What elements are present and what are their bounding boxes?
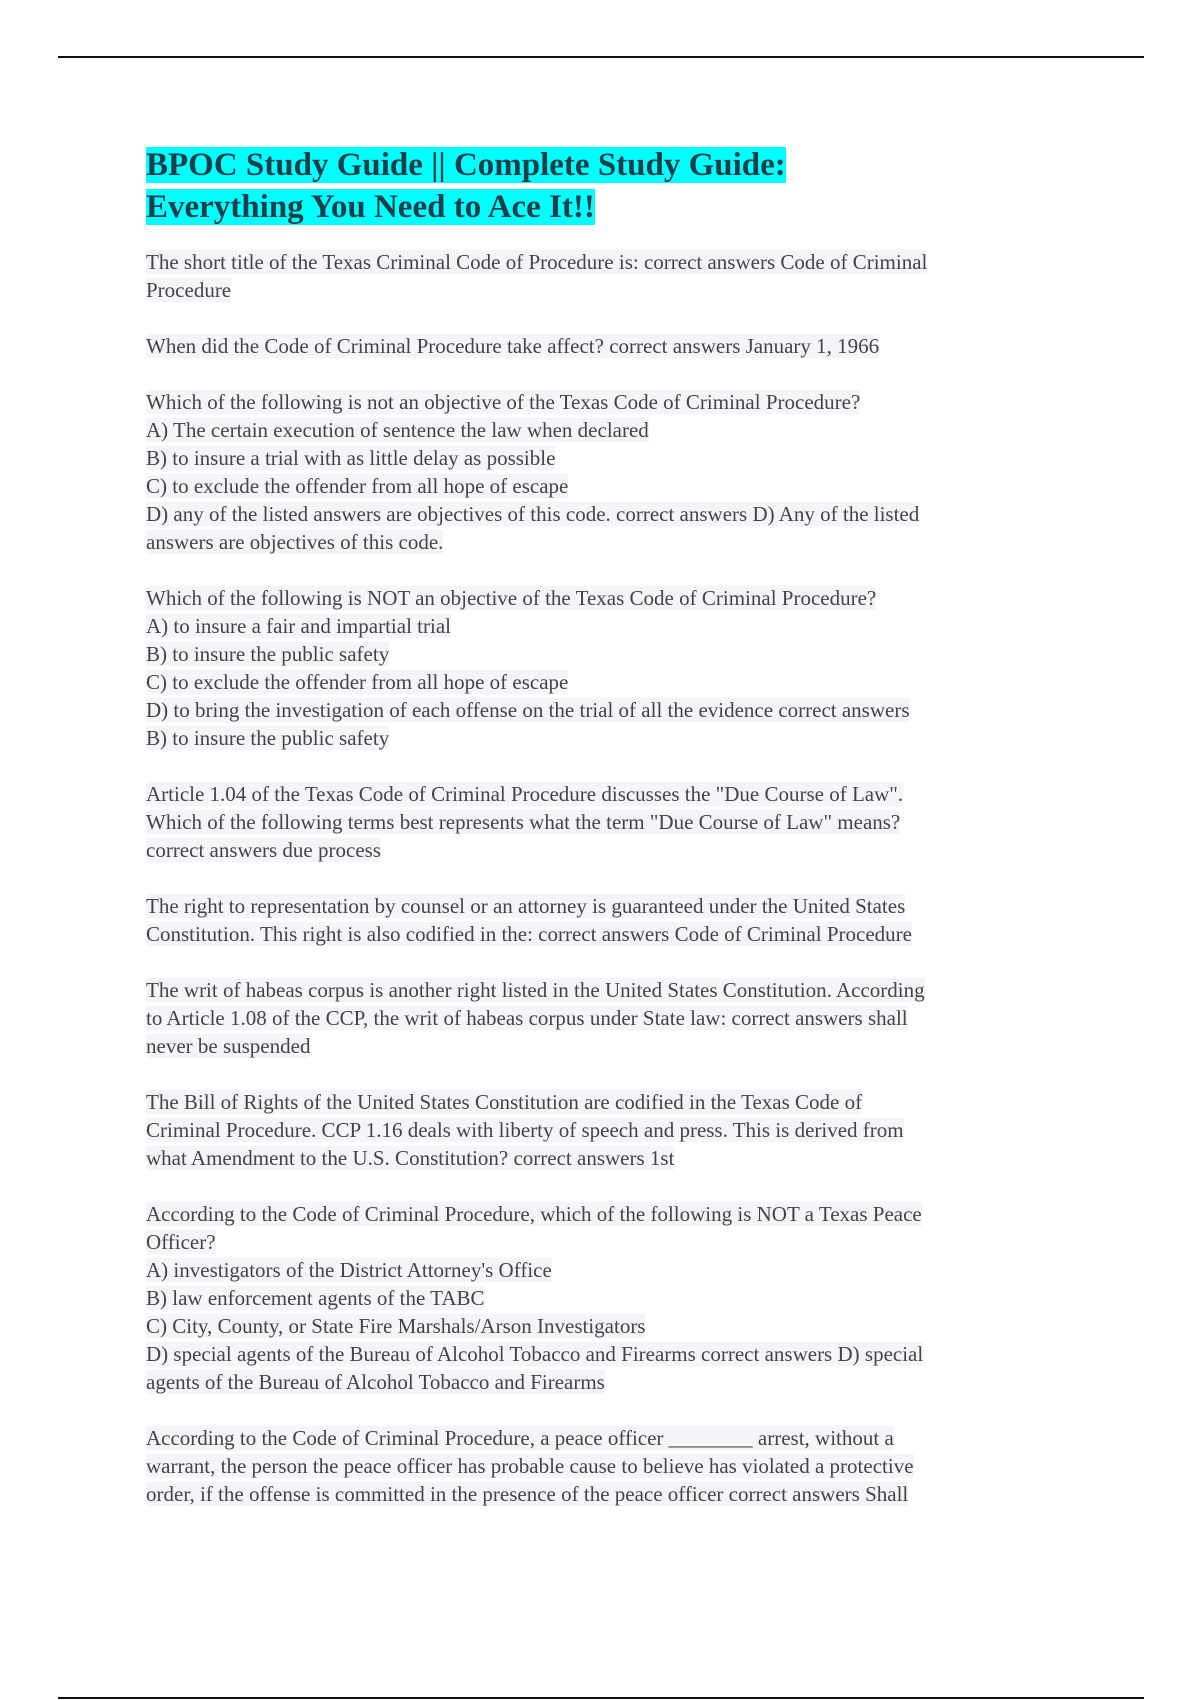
- qa-line: A) investigators of the District Attorney's Office: [146, 1258, 552, 1282]
- qa-line: D) any of the listed answers are objectives of this code. correct answers D) Any of the listed: [146, 502, 920, 526]
- qa-line: The short title of the Texas Criminal Code of Procedure is: correct answers Code of Criminal: [146, 250, 928, 274]
- qa-item-3: [146, 388, 1066, 556]
- qa-line: Which of the following terms best represents what the term "Due Course of Law" means?: [146, 810, 901, 834]
- qa-line: A) to insure a fair and impartial trial: [146, 614, 451, 638]
- qa-item-4: [146, 584, 1066, 752]
- qa-line: never be suspended: [146, 1034, 311, 1058]
- qa-line: warrant, the person the peace officer has probable cause to believe has violated a protective: [146, 1454, 914, 1478]
- document-body: [146, 144, 1066, 1536]
- qa-item-1: [146, 248, 1066, 304]
- qa-line: When did the Code of Criminal Procedure take affect? correct answers January 1, 1966: [146, 334, 880, 358]
- qa-line: The Bill of Rights of the United States Constitution are codified in the Texas Code of: [146, 1090, 863, 1114]
- qa-item-7: [146, 976, 1066, 1060]
- qa-line: A) The certain execution of sentence the law when declared: [146, 418, 649, 442]
- qa-line: Procedure: [146, 278, 232, 302]
- qa-item-10: [146, 1424, 1066, 1508]
- qa-line: C) City, County, or State Fire Marshals/Arson Investigators: [146, 1314, 646, 1338]
- qa-line: Constitution. This right is also codified in the: correct answers Code of Criminal Procedure: [146, 922, 912, 946]
- document-title: [146, 144, 1066, 228]
- qa-item-6: [146, 892, 1066, 948]
- bottom-divider: [58, 1697, 1144, 1699]
- qa-line: According to the Code of Criminal Procedure, a peace officer ________ arrest, without a: [146, 1426, 894, 1450]
- qa-line: B) law enforcement agents of the TABC: [146, 1286, 485, 1310]
- qa-line: Criminal Procedure. CCP 1.16 deals with liberty of speech and press. This is derived from: [146, 1118, 904, 1142]
- qa-line: According to the Code of Criminal Procedure, which of the following is NOT a Texas Peace: [146, 1202, 922, 1226]
- qa-line: order, if the offense is committed in the presence of the peace officer correct answers Shall: [146, 1482, 909, 1506]
- title-line-2: Everything You Need to Ace It!!: [146, 189, 595, 225]
- qa-item-2: [146, 332, 1066, 360]
- title-line-1: BPOC Study Guide || Complete Study Guide:: [146, 147, 786, 183]
- qa-line: Officer?: [146, 1230, 216, 1254]
- top-divider: [58, 56, 1144, 58]
- qa-line: B) to insure the public safety: [146, 726, 390, 750]
- qa-line: B) to insure the public safety: [146, 642, 390, 666]
- qa-line: The right to representation by counsel or an attorney is guaranteed under the United States: [146, 894, 906, 918]
- qa-line: Which of the following is not an objective of the Texas Code of Criminal Procedure?: [146, 390, 861, 414]
- qa-line: C) to exclude the offender from all hope of escape: [146, 474, 569, 498]
- qa-item-9: [146, 1200, 1066, 1396]
- qa-line: answers are objectives of this code.: [146, 530, 444, 554]
- qa-line: what Amendment to the U.S. Constitution? correct answers 1st: [146, 1146, 675, 1170]
- qa-line: agents of the Bureau of Alcohol Tobacco and Firearms: [146, 1370, 605, 1394]
- qa-line: C) to exclude the offender from all hope of escape: [146, 670, 569, 694]
- qa-line: correct answers due process: [146, 838, 381, 862]
- qa-line: Article 1.04 of the Texas Code of Criminal Procedure discusses the "Due Course of Law".: [146, 782, 904, 806]
- qa-line: to Article 1.08 of the CCP, the writ of habeas corpus under State law: correct answers shall: [146, 1006, 908, 1030]
- qa-line: D) special agents of the Bureau of Alcohol Tobacco and Firearms correct answers D) special: [146, 1342, 924, 1366]
- qa-line: D) to bring the investigation of each offense on the trial of all the evidence correct answers: [146, 698, 910, 722]
- qa-item-8: [146, 1088, 1066, 1172]
- qa-line: B) to insure a trial with as little delay as possible: [146, 446, 556, 470]
- qa-line: Which of the following is NOT an objective of the Texas Code of Criminal Procedure?: [146, 586, 877, 610]
- qa-line: The writ of habeas corpus is another right listed in the United States Constitution. According: [146, 978, 925, 1002]
- qa-item-5: [146, 780, 1066, 864]
